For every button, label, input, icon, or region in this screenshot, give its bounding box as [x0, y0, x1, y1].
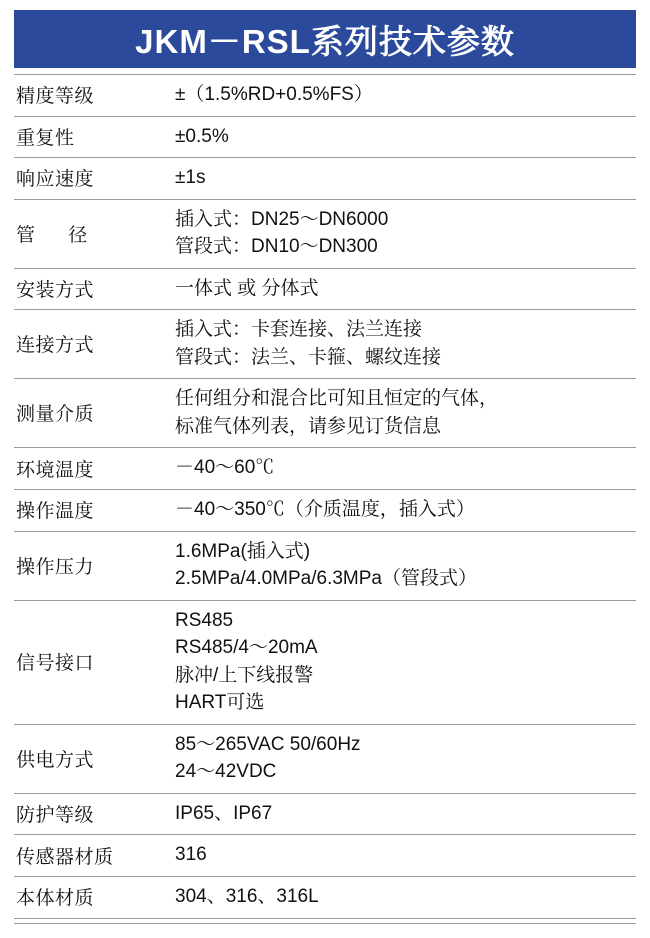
row-value: [173, 490, 636, 532]
row-value: [173, 600, 636, 724]
value-line: ±（1.5%RD+0.5%FS）: [175, 84, 373, 105]
value-line: ±1s: [175, 167, 206, 189]
row-label: 防护等级: [16, 805, 95, 827]
row-value: [173, 310, 636, 379]
value-line: 任何组分和混合比可知且恒定的气体，: [175, 388, 499, 410]
row-value: [173, 199, 636, 268]
row-label: 传感器材质: [16, 846, 114, 868]
value-line: ±0.5%: [175, 125, 229, 147]
table-row: [14, 268, 636, 310]
value-line: 304、316、316L: [175, 886, 319, 908]
value-line: －40～350℃（介质温度，插入式）: [175, 499, 475, 521]
row-value: [173, 724, 636, 793]
table-row: [14, 724, 636, 793]
row-value: [173, 531, 636, 600]
row-label: 操作压力: [16, 556, 95, 578]
row-value: [173, 158, 636, 200]
value-line: 1.6MPa(插入式): [175, 540, 311, 562]
row-value: [173, 116, 636, 158]
value-line: RS485: [175, 609, 234, 631]
row-value: [173, 448, 636, 490]
value-line: 插入式：DN25～DN6000: [175, 208, 389, 230]
specifications-table: [14, 74, 636, 919]
value-line: 一体式 或 分体式: [175, 277, 319, 299]
table-row: [14, 835, 636, 877]
value-line: 2.5MPa/4.0MPa/6.3MPa（管段式）: [175, 568, 477, 590]
row-value: [173, 793, 636, 835]
row-label: 操作温度: [16, 501, 95, 523]
table-row: [14, 379, 636, 448]
specifications-table-body: [14, 75, 636, 919]
row-label: 安装方式: [16, 280, 95, 301]
value-line: －40～60℃: [175, 457, 275, 479]
row-label: 连接方式: [16, 335, 95, 357]
value-line: 标准气体列表，请参见订货信息: [175, 415, 442, 437]
value-line: IP65、IP67: [175, 802, 273, 824]
value-line: 管段式：DN10～DN300: [175, 236, 378, 258]
row-label: 供电方式: [16, 749, 95, 771]
table-row: [14, 199, 636, 268]
table-row: [14, 793, 636, 835]
value-line: RS485/4～20mA: [175, 637, 318, 659]
row-label: 测量介质: [16, 404, 95, 426]
value-line: 316: [175, 844, 207, 866]
row-value: [173, 75, 636, 117]
row-value: [173, 877, 636, 919]
table-row: [14, 448, 636, 490]
value-line: 脉冲/上下线报警: [175, 664, 314, 686]
table-row: [14, 490, 636, 532]
table-row: [14, 75, 636, 117]
row-label: 管 径: [16, 224, 102, 246]
row-label: 环境温度: [16, 459, 95, 481]
row-value: [173, 379, 636, 448]
spec-sheet: [0, 10, 650, 938]
table-row: [14, 877, 636, 919]
table-row: [14, 310, 636, 379]
table-row: [14, 116, 636, 158]
table-row: [14, 531, 636, 600]
value-line: 24～42VDC: [175, 761, 277, 783]
row-value: [173, 268, 636, 310]
title-bar: [14, 10, 636, 68]
value-line: 管段式：法兰、卡箍、螺纹连接: [175, 346, 442, 368]
row-value: [173, 835, 636, 877]
row-label: 精度等级: [16, 86, 95, 108]
row-label: 重复性: [16, 127, 75, 149]
value-line: HART可选: [175, 692, 265, 714]
value-line: 插入式：卡套连接、法兰连接: [175, 319, 423, 341]
row-label: 信号接口: [16, 653, 95, 675]
table-row: [14, 158, 636, 200]
row-label: 响应速度: [16, 169, 95, 191]
row-label: 本体材质: [16, 888, 95, 910]
table-row: [14, 600, 636, 724]
value-line: 85～265VAC 50/60Hz: [175, 733, 361, 755]
bottom-divider: [14, 923, 636, 924]
page-title: JKM－RSL系列技术参数: [135, 22, 515, 60]
